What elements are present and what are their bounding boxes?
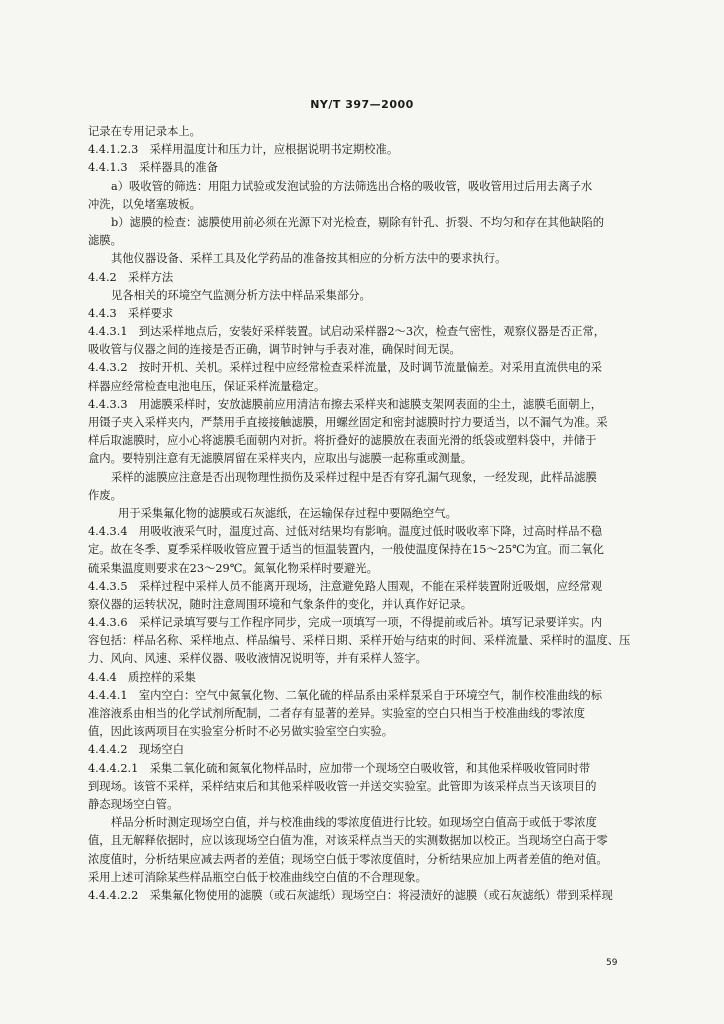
text-line: 样品分析时测定现场空白值，并与校准曲线的零浓度值进行比较。如现场空白值高于或低于零浓度 <box>111 816 597 830</box>
text-line: 察仪器的运转状况，随时注意周围环境和气象条件的变化，并认真作好记录。 <box>88 597 473 611</box>
text-line: 盒内。要特别注意有无滤膜屑留在采样夹内，应取出与滤膜一起称重或测量。 <box>88 452 473 466</box>
text-line: 硫采集温度则要求在23～29℃。氮氧化物采样时要避光。 <box>88 561 378 575</box>
text-line: 吸收管与仪器之间的连接是否正确，调节时钟与手表对准，确保时间无误。 <box>88 343 461 357</box>
text-line: 冲洗，以免堵塞玻板。 <box>88 197 201 211</box>
text-line: 样后取滤膜时，应小心将滤膜毛面朝内对折。将折叠好的滤膜放在表面光滑的纸袋或塑料袋中，并储于 <box>88 434 597 448</box>
text-line: a）吸收管的筛选：用阻力试验或发泡试验的方法筛选出合格的吸收管，吸收管用过后用去离子水 <box>111 179 593 193</box>
clause-4-4-4-1: 4.4.4.1 室内空白：空气中氮氧化物、二氧化硫的样品系由采样泵采自于环境空气，制作校准曲线的标 <box>88 688 602 702</box>
clause-heading-4-4-4-2: 4.4.4.2 现场空白 <box>88 743 185 757</box>
clause-4-4-3-6: 4.4.3.6 采样记录填写要与工作程序同步，完成一项填写一项，不得提前或后补。填写记录要详实。内 <box>88 616 602 630</box>
body-text <box>88 123 656 905</box>
text-line: 容包括：样品名称、采样地点、样品编号、采样日期、采样开始与结束的时间、采样流量、采样时的温度、压 <box>88 634 631 648</box>
clause-4-4-3-4: 4.4.3.4 用吸收液采气时，温度过高、过低对结果均有影响。温度过低时吸收率下降，过高时样品不稳 <box>88 525 602 539</box>
text-line: 采用上述可消除某些样品瓶空白低于校准曲线空白值的不合理现象。 <box>88 870 427 884</box>
text-line: 浓度值时，分析结果应减去两者的差值；现场空白低于零浓度值时，分析结果应加上两者差值的绝对值。 <box>88 852 608 866</box>
clause-4-4-3-5: 4.4.3.5 采样过程中采样人员不能离开现场，注意避免路人围观，不能在采样装置附近吸烟，应经常观 <box>88 579 602 593</box>
text-line: 静态现场空白管。 <box>88 797 179 811</box>
text-line: 用于采集氟化物的滤膜或石灰滤纸，在运输保存过程中要隔绝空气。 <box>118 506 457 520</box>
clause-heading-4-4-4: 4.4.4 质控样的采集 <box>88 670 196 684</box>
text-line: 力、风向、风速、采样仪器、吸收液情况说明等，并有采样人签字。 <box>88 652 427 666</box>
page-number: 59 <box>606 958 618 968</box>
clause-heading-4-4-1-3: 4.4.1.3 采样器具的准备 <box>88 161 218 175</box>
clause-4-4-3-2: 4.4.3.2 按时开机、关机。采样过程中应经常检查采样流量，及时调节流量偏差。对采用直流供电的采 <box>88 361 602 375</box>
text-line: 作废。 <box>88 488 122 502</box>
text-line: 记录在专用记录本上。 <box>88 125 201 138</box>
clause-4-4-4-2-2: 4.4.4.2.2 采集氟化物使用的滤膜（或石灰滤纸）现场空白：将浸渍好的滤膜（或石灰滤纸）带到采样现 <box>88 888 613 902</box>
text-line: 到现场。该管不采样，采样结束后和其他采样吸收管一并送交实验室。此管即为该采样点当天该项目的 <box>88 779 597 793</box>
clause-heading-4-4-3: 4.4.3 采样要求 <box>88 306 174 320</box>
text-line: 滤膜。 <box>88 234 122 248</box>
text-line: 见各相关的环境空气监测分析方法中样品采集部分。 <box>111 288 371 302</box>
clause-heading-4-4-2: 4.4.2 采样方法 <box>88 270 174 284</box>
text-line: b）滤膜的检查：滤膜使用前必须在光源下对光检查，剔除有针孔、折裂、不均匀和存在其他缺陷的 <box>111 215 605 229</box>
standard-header: NY/T 397—2000 <box>310 98 414 111</box>
text-line: 值，且无解释依据时，应以该现场空白值为准，对该采样点当天的实测数据加以校正。当现场空白高于零 <box>88 834 608 848</box>
clause-4-4-3-3: 4.4.3.3 用滤膜采样时，安放滤膜前应用清洁布擦去采样夹和滤膜支架网表面的尘土，滤膜毛面朝上， <box>88 397 602 411</box>
clause-4-4-1-2-3: 4.4.1.2.3 采样用温度计和压力计，应根据说明书定期校准。 <box>88 143 399 157</box>
text-line: 采样的滤膜应注意是否出现物理性损伤及采样过程中是否有穿孔漏气现象，一经发现，此样品滤膜 <box>111 470 597 484</box>
text-line: 值，因此该两项目在实验室分析时不必另做实验室空白实验。 <box>88 725 394 739</box>
clause-4-4-4-2-1: 4.4.4.2.1 采集二氧化硫和氮氧化物样品时，应加带一个现场空白吸收管，和其他采样吸收管同时带 <box>88 761 591 775</box>
text-line: 准溶液系由相当的化学试剂所配制，二者存有显著的差异。实验室的空白只相当于校准曲线的零浓度 <box>88 707 586 720</box>
clause-4-4-3-1: 4.4.3.1 到达采样地点后，安装好采样装置。试启动采样器2～3次，检查气密性，观察仪器是否正常， <box>88 325 606 339</box>
text-line: 用镊子夹入采样夹内，严禁用手直接接触滤膜，用螺丝固定和密封滤膜时拧力要适当，以不漏气为准。采 <box>88 416 608 429</box>
text-line: 样器应经常检查电池电压，保证采样流量稳定。 <box>88 379 326 393</box>
text-line: 其他仪器设备、采样工具及化学药品的准备按其相应的分析方法中的要求执行。 <box>111 252 507 266</box>
text-line: 定。故在冬季、夏季采样吸收管应置于适当的恒温装置内，一般使温度保持在15～25℃为宜。而二氧化 <box>88 543 604 557</box>
